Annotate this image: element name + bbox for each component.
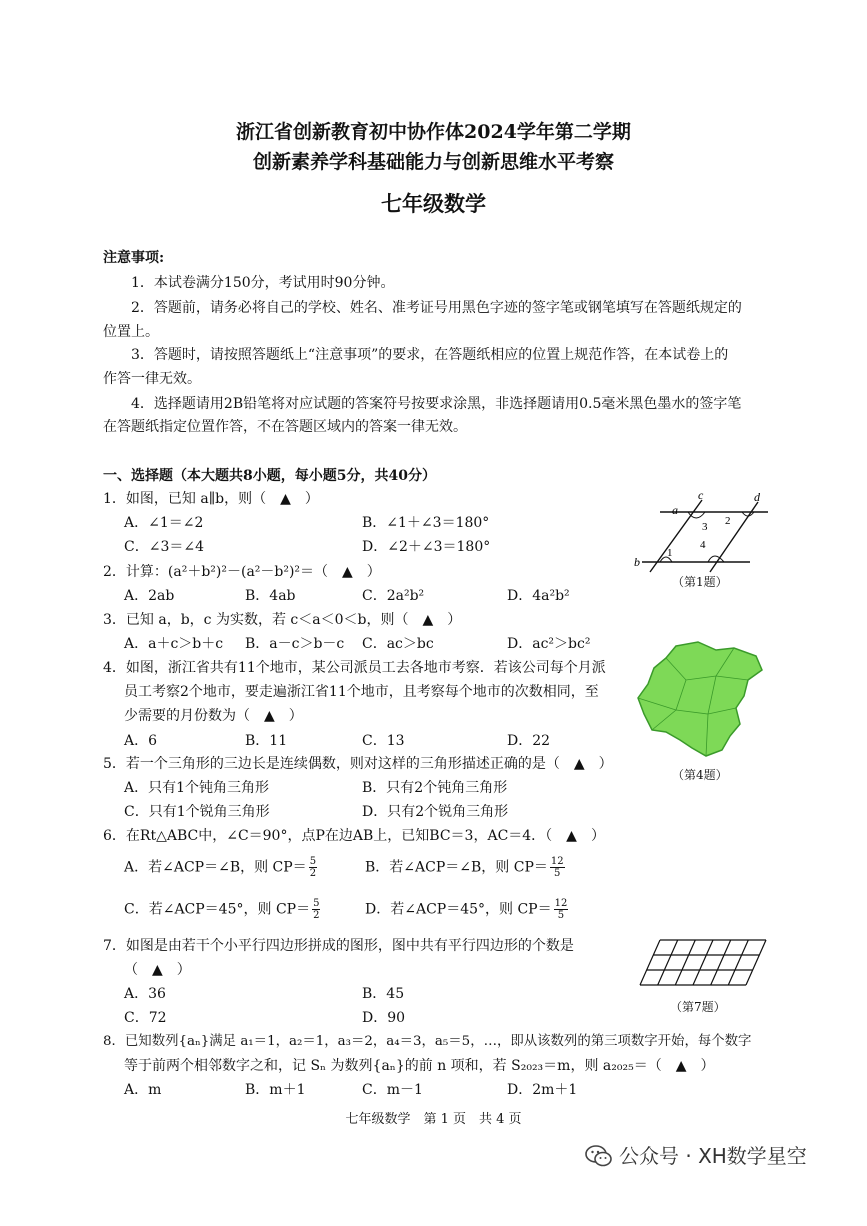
q4-option-d: D．22: [507, 733, 551, 749]
q6-option-c-text: C．若∠ACP＝45°，则 CP＝: [124, 901, 311, 918]
q7-option-a: A．36: [124, 986, 166, 1002]
q3-stem: 3．已知 a，b，c 为实数，若 c＜a＜0＜b，则（ ▲ ）: [103, 612, 462, 628]
q1-option-b: B．∠1＋∠3＝180°: [362, 515, 490, 531]
q7-option-c: C．72: [124, 1010, 167, 1026]
q1-option-c: C．∠3＝∠4: [124, 539, 204, 555]
notice-item-2: 2．答题前，请务必将自己的学校、姓名、准考证号用黑色字迹的签字笔或钢笔填写在答题纸规定的: [131, 300, 742, 316]
notice-item-3-cont: 作答一律无效。: [103, 371, 201, 387]
label-c: c: [698, 488, 704, 502]
q8-option-d: D．2m＋1: [507, 1082, 578, 1098]
angle-4-arc: [708, 556, 724, 562]
q2-option-a: A．2ab: [124, 588, 175, 604]
q7-option-b: B．45: [362, 986, 405, 1002]
fraction-denominator: 5: [554, 868, 561, 879]
notice-item-4-cont: 在答题纸指定位置作答，不在答题区域内的答案一律无效。: [103, 419, 467, 435]
exam-title-line1: 浙江省创新教育初中协作体2024学年第二学期: [236, 121, 631, 143]
q6-option-b: [365, 856, 565, 879]
angle-3-arc: [688, 512, 705, 518]
label-a: a: [672, 503, 678, 517]
label-d: d: [754, 490, 760, 504]
page-footer: 七年级数学 第 1 页 共 4 页: [345, 1112, 522, 1127]
q3-option-d: D．ac²＞bc²: [507, 636, 591, 652]
q3-option-a: A．a＋c＞b＋c: [124, 636, 224, 652]
q6-option-b-text: B．若∠ACP＝∠B，则 CP＝: [365, 859, 548, 876]
fraction-denominator: 5: [557, 910, 565, 921]
q7-stem-line1: 7．如图是由若干个小平行四边形拼成的图形，图中共有平行四边形的个数是: [103, 938, 574, 954]
q6-option-c: [124, 898, 320, 921]
fraction-denominator: 2: [313, 910, 320, 921]
notice-item-3: 3．答题时，请按照答题纸上“注意事项”的要求，在答题纸相应的位置上规范作答，在本试卷上的: [131, 347, 729, 363]
q8-option-b: B．m＋1: [245, 1082, 306, 1098]
q6-option-d: [365, 898, 568, 921]
q8-stem-line2: 等于前两个相邻数字之和，记 Sₙ 为数列{aₙ}的前 n 项和，若 S₂₀₂₃＝m，则 a₂₀₂₅＝（ ▲ ）: [124, 1058, 715, 1074]
figure-4-caption: （第4题）: [672, 768, 728, 782]
q6-option-c-fraction: [312, 898, 320, 921]
q6-stem: 6．在Rt△ABC中，∠C＝90°，点P在边AB上，已知BC＝3，AC＝4．（ ▲ ）: [103, 828, 605, 844]
q1-option-d: D．∠2＋∠3＝180°: [362, 539, 491, 555]
figure-7-parallelogram-grid: [640, 938, 770, 990]
wechat-icon: [585, 1145, 613, 1167]
q8-stem-line1: 8．已知数列{aₙ}满足 a₁＝1，a₂＝1，a₃＝2，a₄＝3，a₅＝5，…，即从该数列的第三项数字开始，每个数字: [103, 1034, 752, 1049]
q4-option-a: A．6: [124, 733, 158, 749]
q4-option-b: B．11: [245, 733, 288, 749]
q2-stem: 2．计算：(a²＋b²)²－(a²－b²)²＝（ ▲ ）: [103, 564, 381, 580]
watermark: [585, 1140, 807, 1169]
label-2: 2: [725, 515, 731, 527]
q6-option-a: [124, 856, 317, 879]
q6-option-a-fraction: [309, 856, 317, 879]
q2-option-c: C．2a²b²: [362, 588, 425, 604]
notice-item-2-cont: 位置上。: [103, 324, 159, 340]
exam-title-line2: 创新素养学科基础能力与创新思维水平考察: [252, 151, 614, 173]
q6-option-a-text: A．若∠ACP＝∠B，则 CP＝: [124, 859, 307, 876]
q2-option-b: B．4ab: [245, 588, 296, 604]
q8-option-c: C．m－1: [362, 1082, 423, 1098]
label-3: 3: [702, 521, 708, 533]
q1-stem: 1．如图，已知 a∥b，则（ ▲ ）: [103, 491, 319, 507]
q5-option-a: A．只有1个钝角三角形: [124, 780, 270, 796]
q4-stem-line1: 4．如图，浙江省共有11个地市，某公司派员工去各地市考察．若该公司每个月派: [103, 660, 606, 676]
q3-option-b: B．a－c＞b－c: [245, 636, 345, 652]
q7-stem-line2: （ ▲ ）: [124, 962, 191, 978]
figure-4-zhejiang-map: [636, 640, 766, 760]
fraction-denominator: 2: [309, 868, 317, 879]
q6-option-d-fraction: [554, 898, 569, 921]
q2-option-d: D．4a²b²: [507, 588, 570, 604]
exam-subject: 七年级数学: [381, 191, 486, 216]
q5-option-d: D．只有2个锐角三角形: [362, 804, 509, 820]
map-shape: [638, 642, 762, 756]
figure-7-caption: （第7题）: [670, 1000, 726, 1014]
q4-stem-line3: 少需要的月份数为（ ▲ ）: [124, 708, 303, 724]
q4-option-c: C．13: [362, 733, 405, 749]
q7-option-d: D．90: [362, 1010, 406, 1026]
q6-option-b-fraction: [550, 856, 565, 879]
q3-option-c: C．ac＞bc: [362, 636, 434, 652]
fraction-numerator: 5: [313, 898, 320, 909]
figure-1-caption: （第1题）: [672, 575, 728, 589]
notice-item-1: 1．本试卷满分150分，考试用时90分钟。: [131, 275, 395, 291]
label-b: b: [634, 555, 640, 569]
q6-option-d-text: D．若∠ACP＝45°，则 CP＝: [365, 901, 552, 918]
fraction-numerator: 12: [550, 856, 564, 867]
q5-stem: 5．若一个三角形的三边长是连续偶数，则对这样的三角形描述正确的是（ ▲ ）: [103, 756, 613, 772]
notice-heading: 注意事项:: [103, 250, 165, 266]
fraction-numerator: 12: [554, 898, 568, 909]
label-4: 4: [700, 539, 706, 551]
q4-stem-line2: 员工考察2个地市，要走遍浙江省11个地市，且考察每个地市的次数相同，至: [124, 684, 599, 700]
section-heading: 一、选择题（本大题共8小题，每小题5分，共40分）: [103, 468, 436, 484]
watermark-text: 公众号 · XH数学星空: [619, 1144, 807, 1168]
fraction-numerator: 5: [309, 856, 317, 867]
q8-option-a: A．m: [124, 1082, 162, 1098]
label-1: 1: [667, 547, 673, 559]
q5-option-c: C．只有1个锐角三角形: [124, 804, 270, 820]
notice-item-4: 4．选择题请用2B铅笔将对应试题的答案符号按要求涂黑，非选择题请用0.5毫米黑色墨水的签字笔: [131, 396, 742, 412]
q5-option-b: B．只有2个钝角三角形: [362, 780, 508, 796]
q1-option-a: A．∠1＝∠2: [124, 515, 204, 531]
